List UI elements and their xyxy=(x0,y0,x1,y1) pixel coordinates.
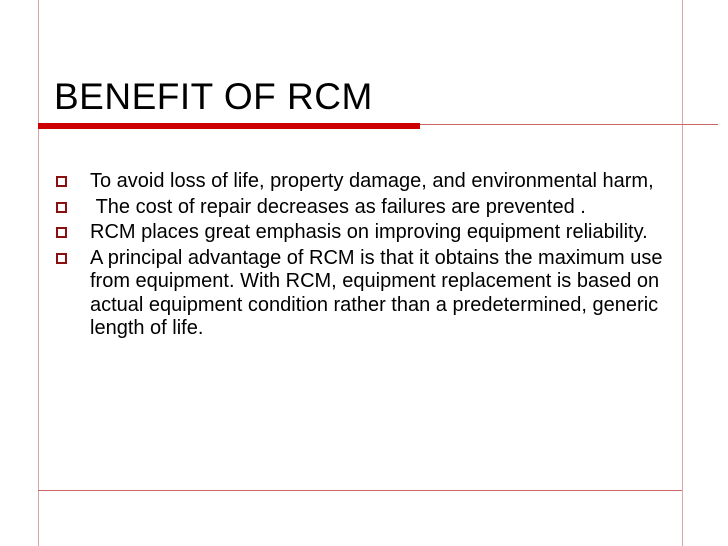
right-guide-line xyxy=(682,0,683,546)
bullet-text: A principal advantage of RCM is that it obtains the maximum use from equipment. With RCM, equipment replacement is based on actual equipment condition rather than a predetermined, generic length of life. xyxy=(90,246,663,339)
left-guide-line xyxy=(38,0,39,546)
bullet-text: The cost of repair decreases as failures are prevented . xyxy=(90,195,586,218)
bullet-item xyxy=(56,196,676,220)
bullet-item xyxy=(56,247,676,341)
hollow-square-icon xyxy=(56,253,67,264)
hollow-square-icon xyxy=(56,176,67,187)
title-accent-bar xyxy=(38,123,420,129)
bullet-text: To avoid loss of life, property damage, and environmental harm, xyxy=(90,170,654,192)
bullet-item xyxy=(56,170,676,194)
bullet-item xyxy=(56,221,676,245)
footer-divider xyxy=(38,490,682,491)
hollow-square-icon xyxy=(56,202,67,213)
hollow-square-icon xyxy=(56,227,67,238)
slide-title: BENEFIT OF RCM xyxy=(54,76,373,117)
bullet-text: RCM places great emphasis on improving equipment reliability. xyxy=(90,221,648,243)
bullet-list xyxy=(56,170,676,343)
